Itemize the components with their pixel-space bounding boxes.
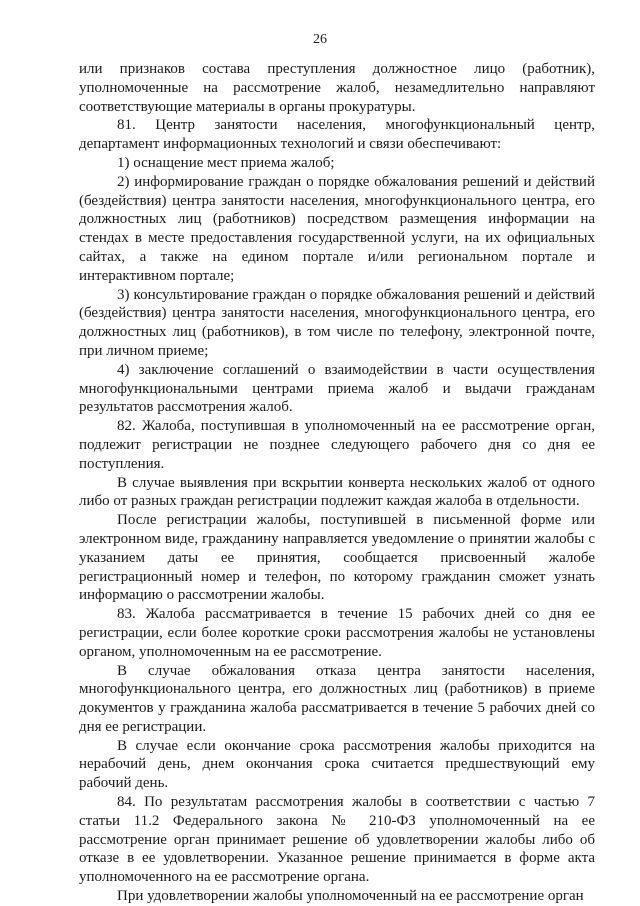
list-item-81-2: 2) информирование граждан о порядке обжалования решений и действий (бездействия) центра занятости населения, многофункционального центра, его должностных лиц (работников) посредством размещения информации на стендах в месте предоставления государственной услуги, на их официальных сайтах, а также на едином портале и/или региональном портале и интерактивном портале; [79, 173, 595, 284]
paragraph-83-nonworking-day: В случае если окончание срока рассмотрения жалобы приходится на нерабочий день, днем окончания срока считается предшествующий ему рабочий день. [79, 737, 595, 792]
paragraph-82-notification: После регистрации жалобы, поступившей в письменной форме или электронном виде, гражданину направляется уведомление о принятии жалобы с указанием даты ее принятия, сообщается присвоенный жалобе регистрационный номер и телефон, по которому гражданин сможет узнать информацию о рассмотрении жалобы. [79, 512, 595, 604]
paragraph-84-satisfaction: При удовлетворении жалобы уполномоченный на ее рассмотрение орган [117, 888, 584, 905]
paragraph-83-refusal: В случае обжалования отказа центра занятости населения, многофункционального центра, его должностных лиц (работников) в приеме документов у гражданина жалоба рассматривается в течение 5 рабочих дней со дня ее регистрации. [79, 662, 595, 735]
paragraph-continuation: или признаков состава преступления должностное лицо (работник), уполномоченные на рассмотрение жалоб, незамедлительно направляют соответствующие материалы в органы прокуратуры. [79, 61, 595, 115]
list-item-81-1: 1) оснащение мест приема жалоб; [117, 154, 335, 171]
paragraph-84: 84. По результатам рассмотрения жалобы в соответствии с частью 7 статьи 11.2 Федерального закона № 210-ФЗ уполномоченный на ее рассмотрение орган принимает решение об удовлетворении жалобы либо об отказе в ее удовлетворении. Указанное решение принимается в форме акта уполномоченного на ее рассмотрение органа. [79, 794, 595, 886]
list-item-81-4: 4) заключение соглашений о взаимодействии в части осуществления многофункциональными центрами приема жалоб и выдачи гражданам результатов рассмотрения жалоб. [79, 361, 595, 416]
paragraph-82: 82. Жалоба, поступившая в уполномоченный на ее рассмотрение орган, подлежит регистрации не позднее следующего рабочего дня со дня ее поступления. [79, 418, 595, 472]
page-number: 26 [313, 32, 327, 47]
paragraph-83: 83. Жалоба рассматривается в течение 15 рабочих дней со дня ее регистрации, если более короткие сроки рассмотрения жалобы не установлены органом, уполномоченным на ее рассмотрение. [79, 606, 595, 660]
list-item-81-3: 3) консультирование граждан о порядке обжалования решений и действий (бездействия) центра занятости населения, многофункционального центра, его должностных лиц (работников), в том числе по телефону, электронной почте, при личном приеме; [79, 286, 595, 359]
document-body [79, 60, 595, 906]
paragraph-81: 81. Центр занятости населения, многофункциональный центр, департамент информационных технологий и связи обеспечивают: [79, 117, 595, 153]
paragraph-82-envelope: В случае выявления при вскрытии конверта нескольких жалоб от одного либо от разных граждан регистрации подлежит каждая жалоба в отдельности. [79, 474, 595, 510]
